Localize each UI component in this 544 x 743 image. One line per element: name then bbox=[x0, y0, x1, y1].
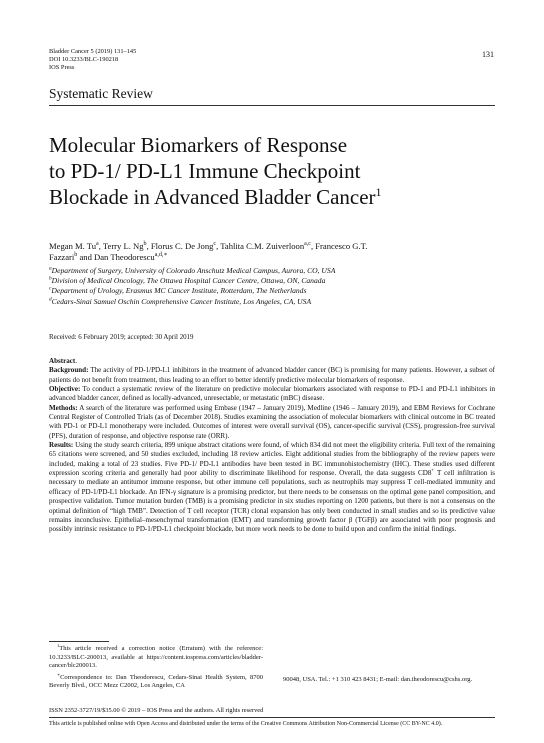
journal-meta bbox=[49, 48, 136, 73]
title-line-3: Blockade in Advanced Bladder Cancer$^1$ bbox=[49, 185, 382, 209]
publisher: IOS Press bbox=[49, 64, 75, 72]
abstract-heading: Abstract bbox=[49, 357, 76, 365]
footnote-erratum: $^1$This article received a correction notice (Erratum) with the reference: 10.3233/BLC-200013, available at https://content.iospress.com/articles/bladder-cancer/blc200013. bbox=[49, 642, 263, 669]
affiliation-c: $^c$Department of Urology, Erasmus MC Cancer Institute, Rotterdam, The Netherlands bbox=[49, 285, 307, 296]
abstract: Abstract. Background: The activity of PD-1/PD-L1 inhibitors in the treatment of advanced bladder cancer (BC) is promising for many patients. However, a subset of patients do not benefit from treatment, thus leading to an effort to better identify predictive molecular biomarkers of response. Objective: To conduct a systematic review of the literature on predictive molecular biomarkers associated with response to PD-1 and PD-L1 inhibitors in advanced bladder cancer, defined as locally-advanced, unresectable, or metastatic (mBC) disease. Methods: A search of the literature was performed using Embase (1947 – January 2019), Medline (1946 – January 2019), and EBM Reviews for Cochrane Central Register of Controlled Trials (as of December 2018). Studies examining the association of molecular biomarkers with clinical outcome in BC treated with PD-1 or PD-L1 monotherapy were included. Outcomes of interest were overall survival (OS), cancer-specific survival (CSS), progression-free survival (PFS), duration of response, and objective response rate (ORR). Results: Using the study search criteria, 899 unique abstract citations were found, of which 834 did not meet the eligibility criteria. Full text of the remaining 65 citations were screened, and 50 studies excluded, including 18 review articles. Eight additional studies from the bibliography of the review papers were included, making a total of 23 studies. Five PD-1/ PD-L1 antibodies have been tested in BC immunohistochemistry (IHC). These studies used different expression scoring criteria and generally had poor ability to discriminate likelihood for response. Overall, the data suggests CD8+ T cell infiltration is necessary to mediate an antitumor immune response, but other immune cell populations, such as neutrophils may suppress T cell-mediated immunity and efficacy of PD-1/PD-L1 blockade. An IFN-γ signature is a promising predictor, but there needs to be consensus on the optimal gene panel composition, and prospective validation. Tumor mutation burden (TMB) is a promising predictor in six studies reporting on 1200 patients, but there is not a consensus on the optimal definition of “high TMB”. Detection of T cell receptor (TCR) clonal expansion has only been conducted in small studies and so its predictive value remains inconclusive. Epithelial–mesenchymal transformation (EMT) and transforming growth factor β (TGFβ) are associated with poor prognosis and possibly intrinsic resistance to PD-1/PD-L1 checkpoint blockade, but more work needs to be done to build upon and confirm the initial findings. bbox=[49, 357, 496, 534]
abstract-objective: Objective: To conduct a systematic review of the literature on predictive molecular biomarkers associated with response to PD-1 and PD-L1 inhibitors in advanced bladder cancer, defined as locally-advanced, unresectable, or metastatic (mBC) disease. bbox=[49, 385, 495, 403]
footnotes-left bbox=[49, 642, 263, 694]
license-line: This article is published online with Open Access and distributed under the terms of the Creative Commons Attribution Non-Commercial License (CC BY-NC 4.0). bbox=[49, 721, 443, 727]
abstract-methods: Methods: A search of the literature was performed using Embase (1947 – January 2019), Medline (1946 – January 2019), and EBM Reviews for Cochrane Central Register of Controlled Trials (as of December 2018). Studies examining the association of molecular biomarkers with clinical outcome in BC treated with PD-1 or PD-L1 monotherapy were included. Outcomes of interest were overall survival (OS), cancer-specific survival (CSS), progression-free survival (PFS), duration of response, and objective response rate (ORR). bbox=[49, 403, 495, 440]
received-accepted-dates: Received: 6 February 2019; accepted: 30 April 2019 bbox=[49, 334, 194, 341]
abstract-results: Results: Using the study search criteria, 899 unique abstract citations were found, of which 834 did not meet the eligibility criteria. Full text of the remaining 65 citations were screened, and 50 studies excluded, including 18 review articles. Eight additional studies from the bibliography of the review papers were included, making a total of 23 studies. Five PD-1/ PD-L1 antibodies have been tested in BC immunohistochemistry (IHC). These studies used different expression scoring criteria and generally had poor ability to discriminate likelihood for response. Overall, the data suggests CD8+ T cell infiltration is necessary to mediate an antitumor immune response, but other immune cell populations, such as neutrophils may suppress T cell-mediated immunity and efficacy of PD-1/PD-L1 blockade. An IFN-γ signature is a promising predictor, but there needs to be consensus on the optimal gene panel composition, and prospective validation. Tumor mutation burden (TMB) is a promising predictor in six studies reporting on 1200 patients, but there is not a consensus on the optimal definition of “high TMB”. Detection of T cell receptor (TCR) clonal expansion has only been conducted in small studies and so its predictive value remains inconclusive. Epithelial–mesenchymal transformation (EMT) and transforming growth factor β (TGFβ) are associated with poor prognosis and possibly intrinsic resistance to PD-1/PD-L1 checkpoint blockade, but more work needs to be done to build upon and confirm the initial findings. bbox=[49, 441, 496, 534]
footnote-rule bbox=[49, 641, 109, 642]
footnote-correspondence: ∗Correspondence to: Dan Theodorescu, Cedars-Sinai Health System, 8700 Beverly Blvd., OCC Mezz C2002, Los Angeles, CA bbox=[49, 671, 263, 689]
page-number: 131 bbox=[482, 50, 494, 59]
doi: DOI 10.3233/BLC-190218 bbox=[49, 56, 119, 64]
abstract-background: Background: The activity of PD-1/PD-L1 inhibitors in the treatment of advanced bladder cancer (BC) is promising for many patients. However, a subset of patients do not benefit from treatment, thus leading to an effort to better identify predictive molecular biomarkers of response. bbox=[49, 366, 495, 384]
affiliation-a: $^a$Department of Surgery, University of Colorado Anschutz Medical Campus, Aurora, CO, USA bbox=[49, 265, 336, 275]
affiliation-b: $^b$Division of Medical Oncology, The Ottawa Hospital Cancer Centre, Ottawa, ON, Canada bbox=[49, 275, 326, 286]
author-list: Megan M. Tu$^a$, Terry L. Ng$^b$, Florus C. De Jong$^c$, Tahlita C.M. Zuiverloon$^{a,c}$, Francesco G.T. Fazzari$^b$ and Dan Theodorescu$^{a,d,∗}$ bbox=[49, 241, 368, 262]
article-title bbox=[49, 132, 495, 210]
title-line-1: Molecular Biomarkers of Response bbox=[49, 133, 348, 157]
journal-citation: Bladder Cancer 5 (2019) 131–145 bbox=[49, 48, 137, 55]
issn-line: ISSN 2352-3727/19/$35.00 © 2019 – IOS Press and the authors. All rights reserved bbox=[49, 707, 264, 714]
footnote-correspondence-continued: 90048, USA. Tel.: +1 310 423 8431; E-mail: dan.theodorescu@cshs.org. bbox=[283, 676, 473, 683]
section-label: Systematic Review bbox=[49, 86, 153, 101]
bottom-rule bbox=[49, 717, 495, 718]
affiliations bbox=[49, 266, 495, 307]
affiliation-d: $^d$Cedars-Sinai Samuel Oschin Comprehensive Cancer Institute, Los Angeles, CA, USA bbox=[49, 296, 312, 306]
section-rule bbox=[49, 105, 495, 106]
title-line-2: to PD-1/ PD-L1 Immune Checkpoint bbox=[49, 159, 361, 183]
title-footnote-mark: 1 bbox=[375, 185, 382, 199]
